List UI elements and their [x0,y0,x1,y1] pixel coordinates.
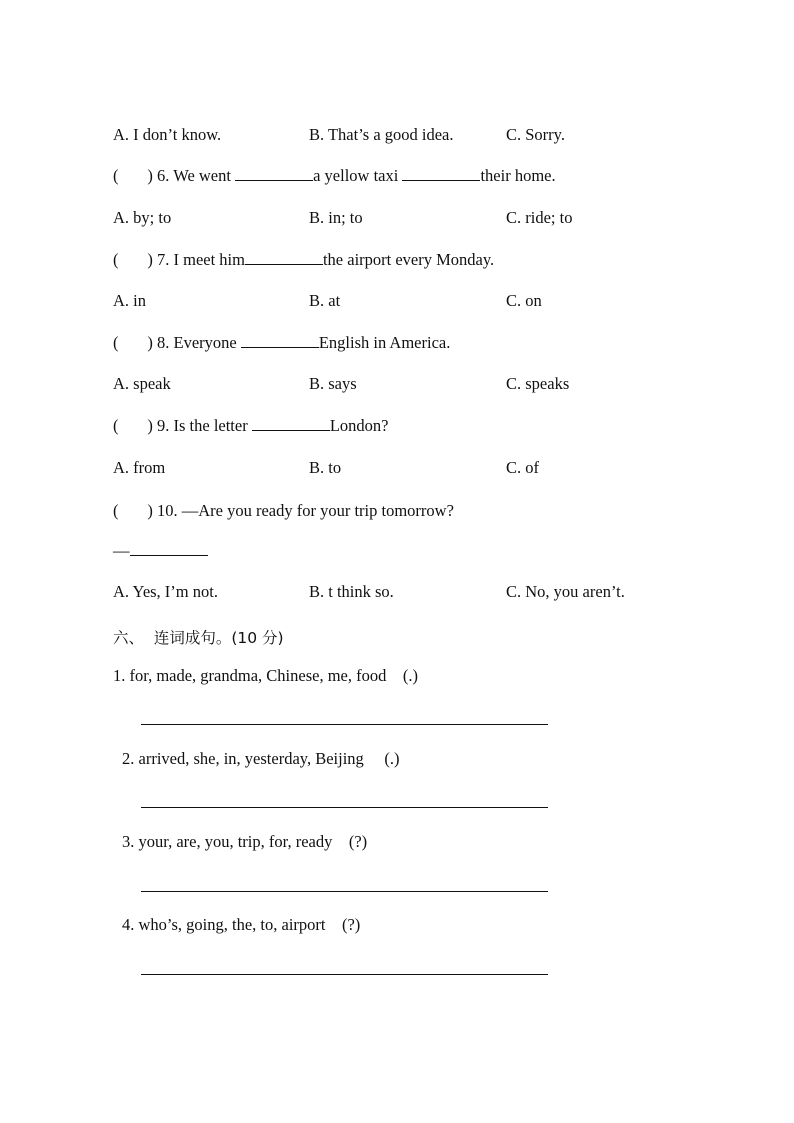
q7-stem-end: the airport every Monday. [322,250,495,269]
sentence-2: 2. arrived, she, in, yesterday, Beijing (.) [122,749,400,768]
question-8 [113,333,450,353]
q7-option-c: C. on [506,291,542,310]
q10-option-a: A. Yes, I’m not. [113,582,218,601]
q7-blank[interactable] [245,250,323,265]
q5-option-c: C. Sorry. [506,125,565,144]
q8-option-b: B. says [309,374,357,393]
sentence-1: 1. for, made, grandma, Chinese, me, food (.) [113,666,418,685]
q5-option-a: A. I don’t know. [113,125,222,144]
sentence-4: 4. who’s, going, the, to, airport (?) [122,915,361,934]
q10-reply-dash: — [113,541,130,560]
q10-blank[interactable] [130,541,208,556]
q6-option-a: A. by; to [113,208,172,227]
answer-line-1[interactable] [141,724,548,725]
question-6 [113,166,556,186]
q7-option-a: A. in [113,291,146,310]
q6-option-c: C. ride; to [506,208,573,227]
q10-stem: ( ) 10. —Are you ready for your trip tomorrow? [113,501,454,520]
q10-option-c: C. No, you aren’t. [506,582,625,601]
answer-line-4[interactable] [141,974,548,975]
question-10 [113,501,454,521]
q9-blank[interactable] [252,416,330,431]
q9-option-a: A. from [113,458,166,477]
sentence-3: 3. your, are, you, trip, for, ready (?) [122,832,368,851]
q6-stem-mid: a yellow taxi [313,166,403,185]
q8-option-a: A. speak [113,374,171,393]
q8-stem-start: ( ) 8. Everyone [113,333,241,352]
answer-line-3[interactable] [141,891,548,892]
q8-blank[interactable] [241,333,319,348]
q6-stem-start: ( ) 6. We went [113,166,236,185]
question-7 [113,250,494,270]
answer-line-2[interactable] [141,807,548,808]
q10-option-b: B. t think so. [309,582,394,601]
question-9 [113,416,389,436]
q6-blank-1[interactable] [235,166,313,181]
q8-option-c: C. speaks [506,374,570,393]
q6-option-b: B. in; to [309,208,363,227]
q6-stem-end: their home. [480,166,556,185]
q9-stem-end: London? [329,416,389,435]
q9-option-c: C. of [506,458,539,477]
q9-option-b: B. to [309,458,342,477]
q5-option-b: B. That’s a good idea. [309,125,454,144]
q9-stem-start: ( ) 9. Is the letter [113,416,252,435]
section-6-title: 六、 连词成句。(10 分) [113,629,284,647]
q7-option-b: B. at [309,291,341,310]
q10-reply [113,541,208,561]
q8-stem-end: English in America. [318,333,451,352]
q6-blank-2[interactable] [402,166,480,181]
q7-stem-start: ( ) 7. I meet him [113,250,245,269]
